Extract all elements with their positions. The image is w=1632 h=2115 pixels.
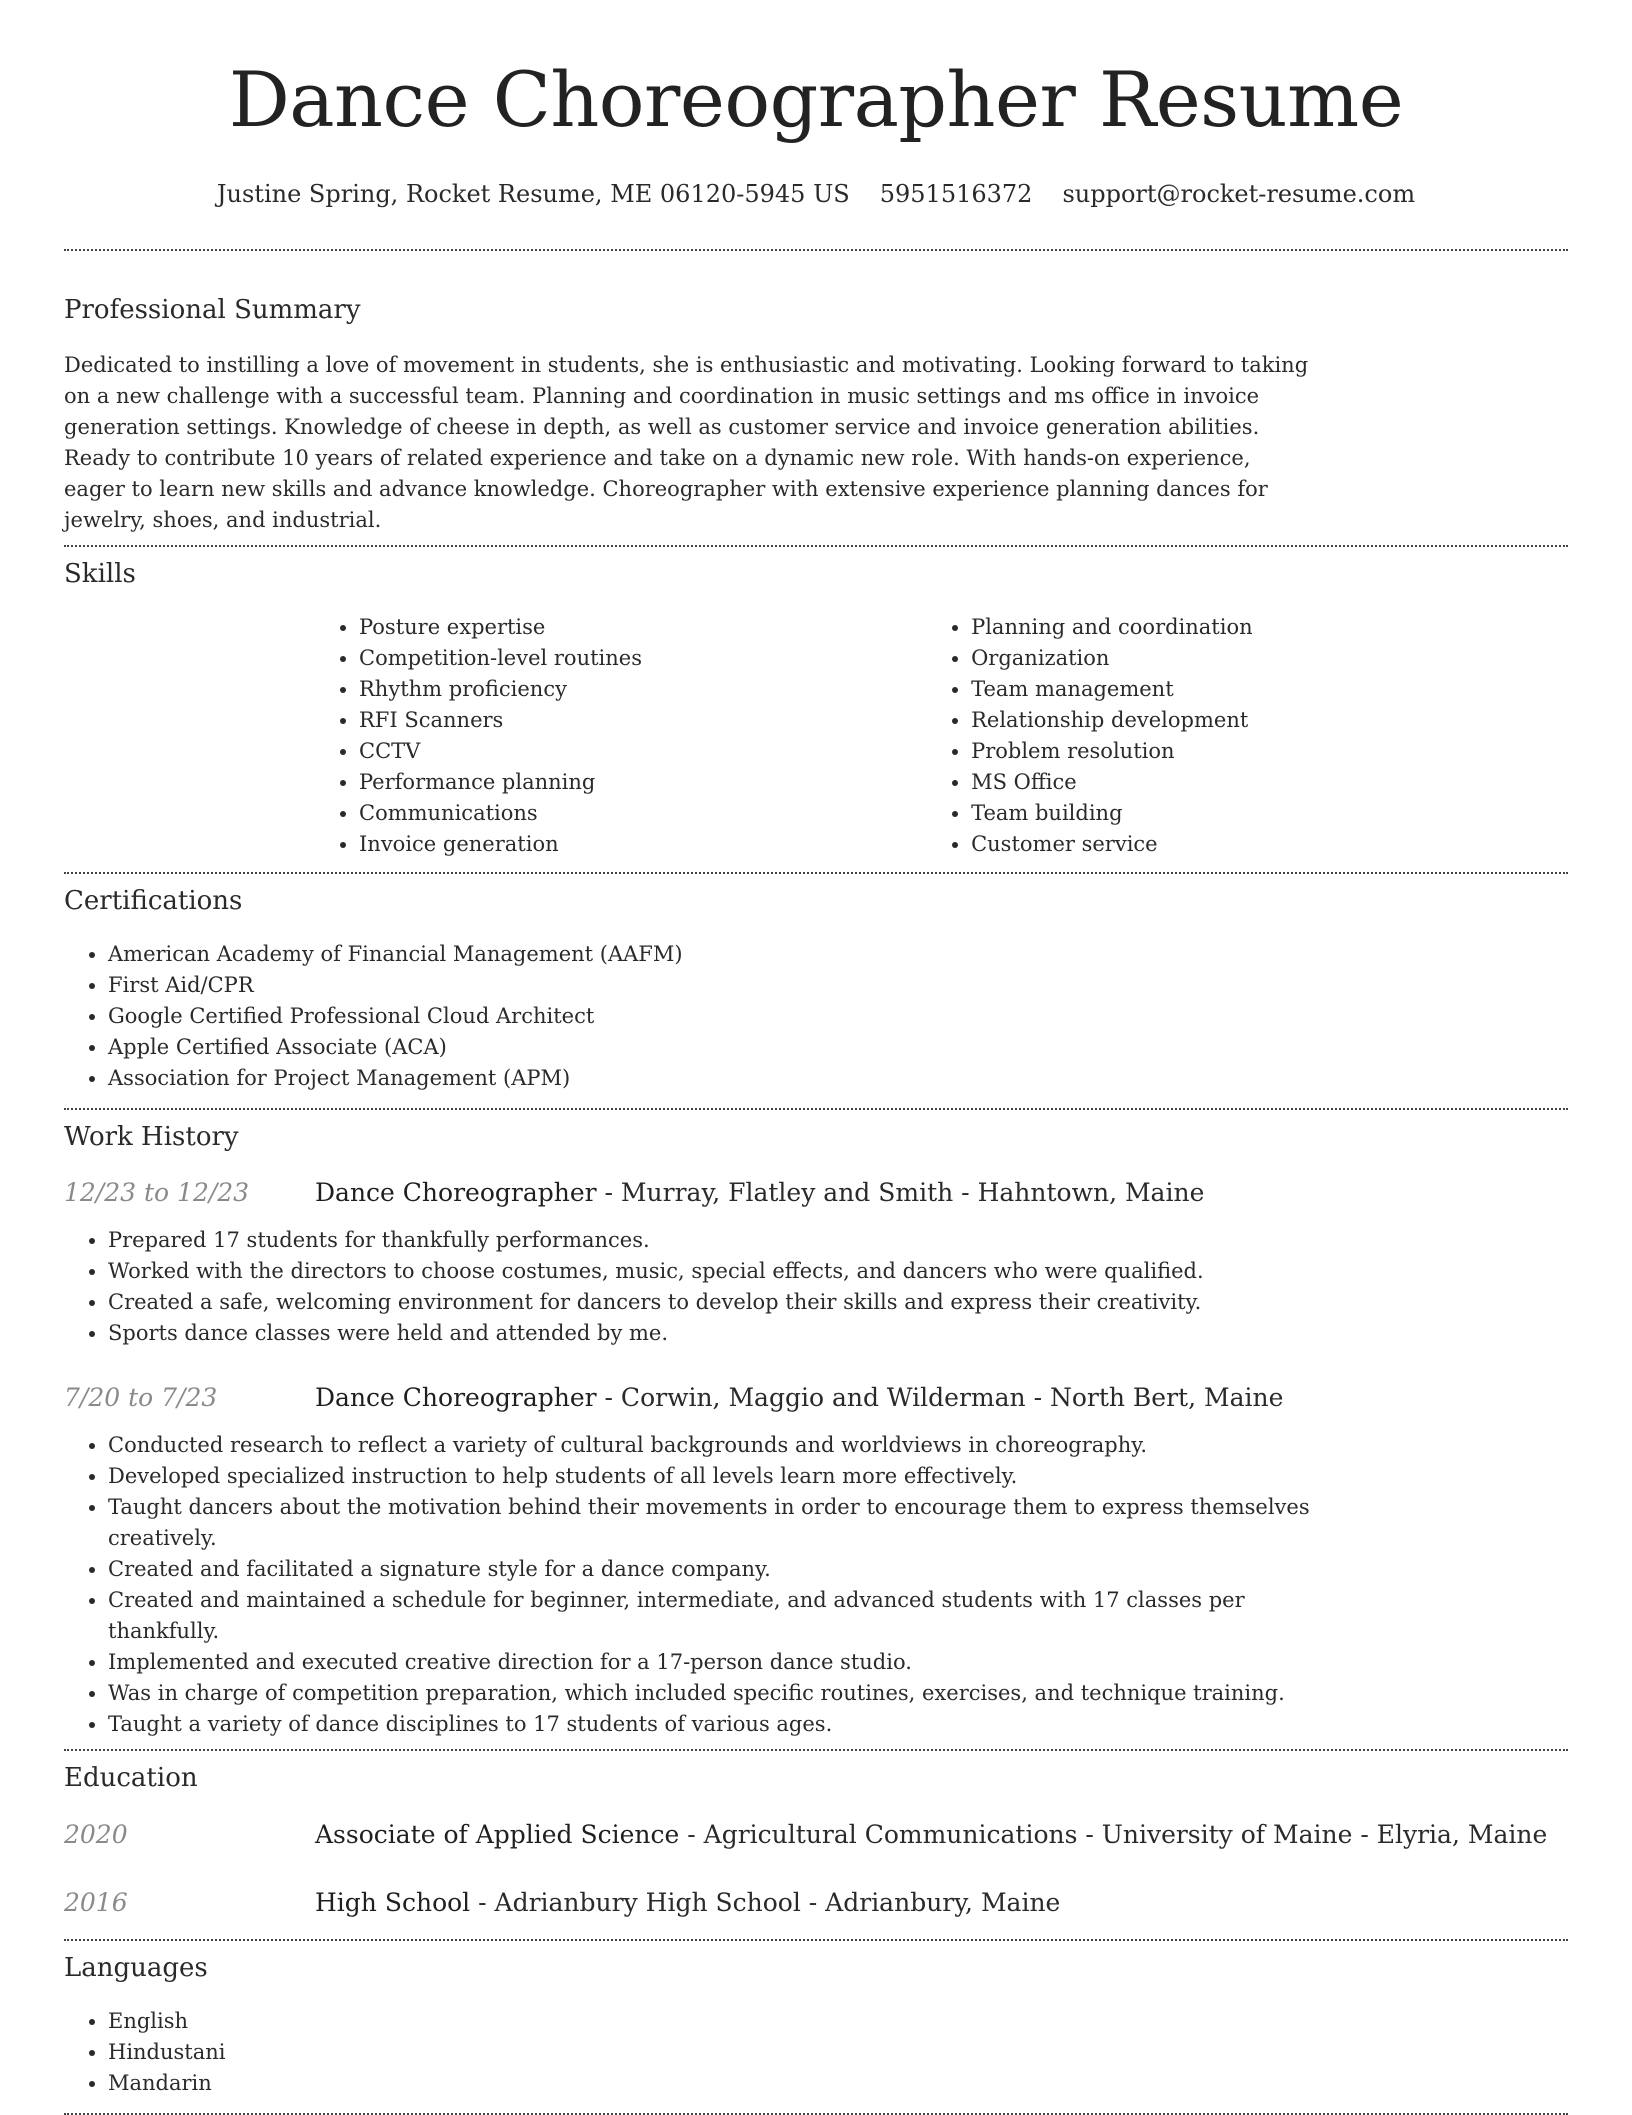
job-heading [315, 1177, 1204, 1209]
job-title: Dance Choreographer [315, 1178, 597, 1207]
education-section [64, 1761, 1568, 1919]
education-details: - Adrianbury High School - Adrianbury, Maine [470, 1888, 1061, 1917]
education-text [315, 1887, 1060, 1919]
job-entry [64, 1382, 1568, 1414]
certification-item: • Apple Certified Associate (ACA) [108, 1032, 1568, 1063]
job-bullet: • Worked with the directors to choose costumes, music, special effects, and dancers who were qualified. [108, 1256, 1568, 1287]
education-degree: Associate of Applied Science [315, 1820, 680, 1849]
education-year: 2016 [64, 1888, 128, 1917]
skill-item: • MS Office [971, 767, 1568, 798]
job-employer: - Corwin, Maggio and Wilderman - North Bert, Maine [596, 1383, 1284, 1412]
skill-item: • Performance planning [359, 767, 927, 798]
divider [64, 249, 1568, 251]
languages-section [64, 1951, 1568, 2099]
job-bullet: • Developed specialized instruction to help students of all levels learn more effectively. [108, 1461, 1317, 1492]
education-entry [64, 1819, 1568, 1851]
section-title-certifications: Certifications [64, 886, 243, 916]
skill-item: • Relationship development [971, 705, 1568, 736]
education-year: 2020 [64, 1820, 128, 1849]
skill-item: • Customer service [971, 829, 1568, 860]
skill-item: • Communications [359, 798, 927, 829]
skills-list-right [927, 612, 1568, 860]
job-entry [64, 1177, 1568, 1209]
education-degree: High School [315, 1888, 471, 1917]
divider [64, 1108, 1568, 1110]
language-item: • Hindustani [108, 2037, 1568, 2068]
job-bullet: • Implemented and executed creative direction for a 17-person dance studio. [108, 1647, 1317, 1678]
skill-item: • CCTV [359, 736, 927, 767]
contact-address: Justine Spring, Rocket Resume, ME 06120-5945 US [216, 180, 850, 208]
divider [64, 1939, 1568, 1941]
skill-item: • Rhythm proficiency [359, 674, 927, 705]
section-title-summary: Professional Summary [64, 295, 361, 325]
contact-phone: 5951516372 [879, 180, 1033, 208]
skill-item: • Competition-level routines [359, 643, 927, 674]
job-bullet: • Taught dancers about the motivation behind their movements in order to encourage them to express themselves creatively. [108, 1492, 1317, 1554]
job-bullet: • Created and facilitated a signature style for a dance company. [108, 1554, 1317, 1585]
skill-item: • Organization [971, 643, 1568, 674]
skills-section [64, 557, 1568, 860]
summary-text: Dedicated to instilling a love of movement in students, she is enthusiastic and motivating. Looking forward to taking on a new challenge with a successful team. Planning and coordination in music settings and ms office in invoice generation settings. Knowledge of cheese in depth, as well as customer service and invoice generation abilities. Ready to contribute 10 years of related experience and take on a dynamic new role. With hands-on experience, eager to learn new skills and advance knowledge. Choreographer with extensive experience planning dances for jewelry, shoes, and industrial. [64, 353, 1309, 532]
certification-item: • American Academy of Financial Management (AAFM) [108, 939, 1568, 970]
education-text [315, 1819, 1547, 1851]
skill-item: • Team management [971, 674, 1568, 705]
section-title-languages: Languages [64, 1953, 208, 1983]
skill-item: • Planning and coordination [971, 612, 1568, 643]
resume-page [64, 0, 1568, 2115]
education-details: - Agricultural Communications - University of Maine - Elyria, Maine [679, 1820, 1548, 1849]
work-history-section [64, 1120, 1568, 1740]
job-bullet: • Created a safe, welcoming environment for dancers to develop their skills and express their creativity. [108, 1287, 1568, 1318]
job-employer: - Murray, Flatley and Smith - Hahntown, Maine [596, 1178, 1205, 1207]
languages-list [64, 2006, 1568, 2099]
divider [64, 1749, 1568, 1751]
certification-item: • Association for Project Management (APM) [108, 1063, 1568, 1094]
section-title-work-history: Work History [64, 1122, 239, 1152]
job-dates: 12/23 to 12/23 [64, 1178, 250, 1207]
job-bullets [64, 1430, 1317, 1740]
certifications-section [64, 884, 1568, 1094]
skill-item: • Posture expertise [359, 612, 927, 643]
divider [64, 545, 1568, 547]
job-bullet: • Conducted research to reflect a variety of cultural backgrounds and worldviews in choreography. [108, 1430, 1317, 1461]
education-entry [64, 1887, 1568, 1919]
section-title-education: Education [64, 1763, 198, 1793]
job-title: Dance Choreographer [315, 1383, 597, 1412]
job-bullets [64, 1225, 1568, 1349]
job-dates: 7/20 to 7/23 [64, 1383, 218, 1412]
skills-list-left [315, 612, 927, 860]
contact-line [64, 178, 1568, 210]
language-item: • Mandarin [108, 2068, 1568, 2099]
certifications-list [64, 939, 1568, 1094]
summary-section [64, 293, 1568, 536]
skills-columns [315, 612, 1568, 860]
certification-item: • First Aid/CPR [108, 970, 1568, 1001]
resume-title: Dance Choreographer Resume [228, 55, 1404, 144]
skill-item: • RFI Scanners [359, 705, 927, 736]
job-bullet: • Prepared 17 students for thankfully performances. [108, 1225, 1568, 1256]
skill-item: • Problem resolution [971, 736, 1568, 767]
skill-item: • Invoice generation [359, 829, 927, 860]
certification-item: • Google Certified Professional Cloud Architect [108, 1001, 1568, 1032]
divider [64, 872, 1568, 874]
section-title-skills: Skills [64, 559, 136, 589]
job-heading [315, 1382, 1283, 1414]
job-bullet: • Created and maintained a schedule for beginner, intermediate, and advanced students with 17 classes per thankfully. [108, 1585, 1317, 1647]
job-bullet: • Was in charge of competition preparation, which included specific routines, exercises, and technique training. [108, 1678, 1317, 1709]
job-bullet: • Taught a variety of dance disciplines to 17 students of various ages. [108, 1709, 1317, 1740]
skill-item: • Team building [971, 798, 1568, 829]
language-item: • English [108, 2006, 1568, 2037]
job-bullet: • Sports dance classes were held and attended by me. [108, 1318, 1568, 1349]
contact-email: support@rocket-resume.com [1062, 180, 1416, 208]
